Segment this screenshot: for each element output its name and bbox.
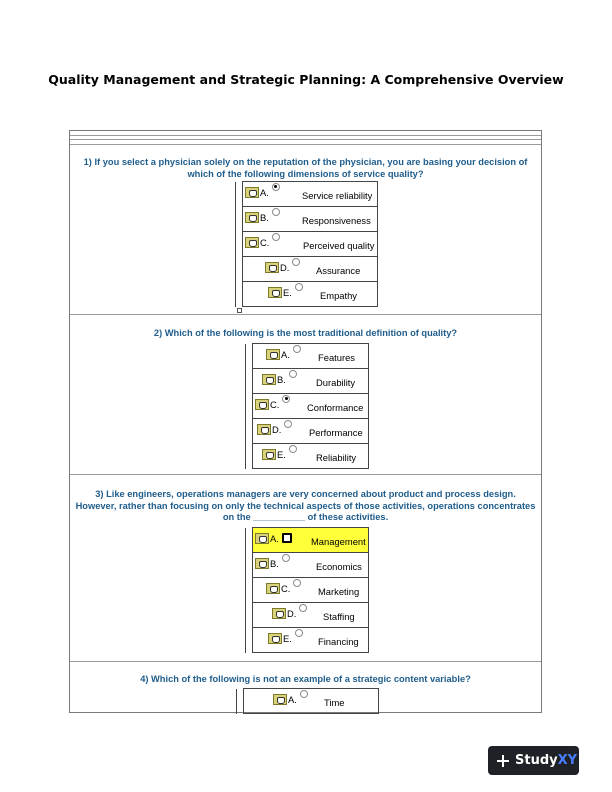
option-label: Conformance xyxy=(307,402,364,413)
option-1d[interactable] xyxy=(265,262,300,273)
option-3e[interactable] xyxy=(268,633,303,644)
option-1e[interactable] xyxy=(268,287,303,298)
hand-pointer-icon xyxy=(268,633,282,644)
hand-pointer-icon xyxy=(255,558,269,569)
option-row[interactable] xyxy=(236,207,378,232)
option-letter: D. xyxy=(272,424,282,435)
option-label: Economics xyxy=(316,561,362,572)
studyxy-logo[interactable] xyxy=(488,746,579,775)
hand-pointer-icon xyxy=(262,374,276,385)
hand-pointer-icon xyxy=(272,608,286,619)
quiz-frame xyxy=(69,130,542,713)
option-row[interactable] xyxy=(236,282,378,307)
option-2a[interactable] xyxy=(266,349,301,360)
hand-pointer-icon xyxy=(255,399,269,410)
radio-button-checked[interactable] xyxy=(282,395,290,403)
option-row[interactable] xyxy=(246,528,369,553)
option-letter: B. xyxy=(277,374,286,385)
divider xyxy=(70,139,541,140)
option-label: Performance xyxy=(309,427,363,438)
question-2-text: 2) Which of the following is the most traditional definition of quality? xyxy=(153,328,458,338)
question-1-options xyxy=(235,181,378,307)
option-letter: B. xyxy=(260,212,269,223)
divider xyxy=(70,661,541,662)
hand-pointer-icon xyxy=(257,424,271,435)
radio-button[interactable] xyxy=(282,554,290,562)
option-letter: C. xyxy=(270,399,280,410)
radio-button[interactable] xyxy=(272,233,280,241)
hand-pointer-icon xyxy=(245,212,259,223)
divider xyxy=(70,135,541,136)
option-label: Empathy xyxy=(320,290,357,301)
option-1c[interactable] xyxy=(245,237,280,248)
option-row[interactable] xyxy=(246,419,369,444)
radio-button[interactable] xyxy=(292,258,300,266)
option-row[interactable] xyxy=(246,553,369,578)
option-label: Service reliability xyxy=(302,190,373,201)
option-label: Time xyxy=(324,697,345,708)
option-2c[interactable] xyxy=(255,399,290,410)
radio-button-checked[interactable] xyxy=(272,183,280,191)
option-row[interactable] xyxy=(246,344,369,369)
option-row[interactable] xyxy=(236,257,378,282)
option-row[interactable] xyxy=(246,603,369,628)
divider xyxy=(70,314,541,315)
question-4-options xyxy=(236,688,379,714)
option-3d[interactable] xyxy=(272,608,307,619)
question-2-options xyxy=(245,343,369,469)
option-label: Financing xyxy=(318,636,359,647)
option-label: Reliability xyxy=(316,452,357,463)
option-letter: E. xyxy=(283,287,292,298)
option-row[interactable] xyxy=(246,394,369,419)
question-4-text: 4) Which of the following is not an example of a strategic content variable? xyxy=(140,674,471,684)
option-letter: A. xyxy=(281,349,290,360)
hand-pointer-icon xyxy=(268,287,282,298)
option-label: Assurance xyxy=(316,265,361,276)
radio-button[interactable] xyxy=(284,420,292,428)
option-label: Staffing xyxy=(323,611,355,622)
option-4a[interactable] xyxy=(273,694,308,705)
radio-button[interactable] xyxy=(293,579,301,587)
option-row[interactable] xyxy=(236,232,378,257)
option-letter: A. xyxy=(288,694,297,705)
hand-pointer-icon xyxy=(266,583,280,594)
radio-button[interactable] xyxy=(289,445,297,453)
radio-button[interactable] xyxy=(300,690,308,698)
hand-pointer-icon xyxy=(245,187,259,198)
option-3c[interactable] xyxy=(266,583,301,594)
hand-pointer-icon xyxy=(245,237,259,248)
hand-pointer-icon xyxy=(255,533,269,544)
divider xyxy=(70,474,541,475)
hand-pointer-icon xyxy=(266,349,280,360)
option-label: Marketing xyxy=(318,586,360,597)
radio-button[interactable] xyxy=(295,629,303,637)
radio-button[interactable] xyxy=(272,208,280,216)
radio-button[interactable] xyxy=(299,604,307,612)
option-3b[interactable] xyxy=(255,558,290,569)
option-letter: C. xyxy=(260,237,270,248)
option-3a[interactable] xyxy=(255,533,292,544)
option-row[interactable] xyxy=(246,369,369,394)
hand-pointer-icon xyxy=(262,449,276,460)
radio-button[interactable] xyxy=(289,370,297,378)
option-letter: A. xyxy=(270,533,279,544)
option-letter: E. xyxy=(283,633,292,644)
option-label: Management xyxy=(311,536,366,547)
option-label: Durability xyxy=(316,377,356,388)
option-2b[interactable] xyxy=(262,374,297,385)
document-title: Quality Management and Strategic Planning: A Comprehensive Overview xyxy=(48,72,564,87)
option-row[interactable] xyxy=(246,628,369,653)
option-letter: A. xyxy=(260,187,269,198)
option-row[interactable] xyxy=(236,182,378,207)
question-3-options xyxy=(245,527,369,653)
option-label: Features xyxy=(318,352,355,363)
option-row[interactable] xyxy=(246,578,369,603)
option-1a[interactable] xyxy=(245,187,280,198)
option-letter: C. xyxy=(281,583,291,594)
option-letter: D. xyxy=(280,262,290,273)
radio-button[interactable] xyxy=(295,283,303,291)
divider xyxy=(70,144,541,145)
option-label: Perceived quality xyxy=(303,240,375,251)
option-1b[interactable] xyxy=(245,212,280,223)
option-letter: B. xyxy=(270,558,279,569)
hand-pointer-icon xyxy=(265,262,279,273)
question-3-text: 3) Like engineers, operations managers are very concerned about product and process design. However, rather than focusing on only the technical aspects of those activities, operations concentrates on the __________ of these activities. xyxy=(75,489,536,522)
option-label: Responsiveness xyxy=(302,215,371,226)
option-letter: E. xyxy=(277,449,286,460)
brand-name: StudyXY xyxy=(515,753,578,768)
option-2e[interactable] xyxy=(262,449,297,460)
radio-button-selected[interactable] xyxy=(282,533,292,543)
small-checkbox[interactable] xyxy=(237,308,242,313)
radio-button[interactable] xyxy=(293,345,301,353)
plus-icon xyxy=(497,755,509,767)
hand-pointer-icon xyxy=(273,694,287,705)
question-1-text: 1) If you select a physician solely on the reputation of the physician, you are basing your decision of which of the following dimensions of service quality? xyxy=(83,157,528,179)
option-row[interactable] xyxy=(237,689,379,714)
option-2d[interactable] xyxy=(257,424,292,435)
option-row[interactable] xyxy=(246,444,369,469)
option-letter: D. xyxy=(287,608,297,619)
